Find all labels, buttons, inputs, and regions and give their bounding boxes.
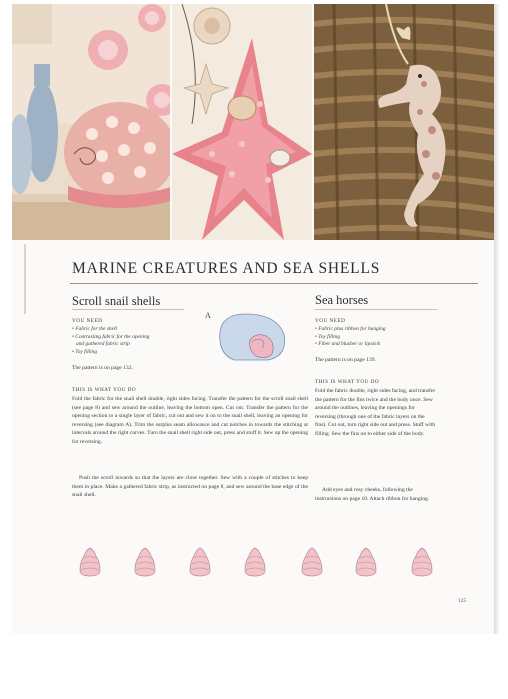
mini-shell-icon xyxy=(294,544,330,580)
seahorse-instructions-para-1: Fold the fabric double, right sides facing, and transfer the pattern for the fins twice and the body once. Sew around the outlines, leaving the openings for reversing (through one of the fabric layers on the fins). Cut out, turn right side out and press. Stuff with filling. Sew the fins on to either side of the body. xyxy=(315,388,436,437)
snail-section-title: Scroll snail shells xyxy=(72,294,161,308)
starfish-illustration xyxy=(172,4,312,240)
title-divider xyxy=(70,283,478,284)
seahorse-title-rule xyxy=(315,309,437,310)
list-item: • Contrasting fabric for the opening xyxy=(72,333,150,340)
snail-shell-photo xyxy=(12,4,170,240)
seahorse-illustration xyxy=(314,4,494,240)
starfish-photo xyxy=(172,4,312,240)
list-item: • Fiber and blusher or lipstick xyxy=(315,341,381,348)
seahorse-pattern-reference: The pattern is on page 139. xyxy=(315,357,376,363)
mini-shell-icon xyxy=(72,544,108,580)
mini-shell-icon xyxy=(404,544,440,580)
snail-materials-list xyxy=(72,326,150,356)
page-title: MARINE CREATURES AND SEA SHELLS xyxy=(72,260,381,277)
seahorse-what-to-do-label: THIS IS WHAT YOU DO xyxy=(315,379,380,385)
seahorse-materials-list xyxy=(315,326,386,349)
seahorse-section-title: Sea horses xyxy=(315,293,369,307)
snail-you-need-label: YOU NEED xyxy=(72,318,103,324)
snail-instructions-para-1: Fold the fabric for the snail shell double, right sides facing. Transfer the pattern for the scroll snail shell (see page 8) and sew around the outline, leaving the bottom open. Cut out. Transfer the pattern for the opening section to a single layer of fabric, cut out and sew it on to the snail shell, leaving an opening for reversing (see diagram A). Trim the surplus seam allowance and cut notches in towards the stitching at intervals around the right curves. Turn the snail shell right side out, press and stuff it. Sew up the opening for reversing. xyxy=(72,396,308,445)
book-page xyxy=(12,4,494,634)
seahorse-you-need-label: YOU NEED xyxy=(315,318,346,324)
snail-pattern-reference: The pattern is on page 132. xyxy=(72,365,133,371)
list-item: • Fabric plus ribbon for hanging xyxy=(315,326,386,332)
diagram-a-snail-shell xyxy=(216,310,288,362)
list-item: • Toy filling xyxy=(72,348,98,355)
snail-shell-illustration xyxy=(12,4,170,240)
snail-what-to-do-label: THIS IS WHAT YOU DO xyxy=(72,387,137,393)
mini-shell-icon xyxy=(127,544,163,580)
decorative-left-rule xyxy=(24,244,26,314)
list-item: • Fabric for the shell xyxy=(72,326,118,332)
seahorse-photo xyxy=(314,4,494,240)
photo-strip xyxy=(12,4,494,240)
list-item: and gathered fabric strip xyxy=(76,341,130,348)
diagram-label: A xyxy=(205,311,211,320)
mini-shell-icon xyxy=(237,544,273,580)
seahorse-instructions-para-2: Add eyes and rosy cheeks, following the instructions on page 10. Attach ribbon for hanging. xyxy=(315,487,430,502)
decorative-shell-row xyxy=(72,544,472,584)
page-edge-shadow xyxy=(494,4,500,634)
snail-instructions-para-2: Push the scroll inwards so that the layers are close together. Sew with a couple of stitches to keep them in place. Make a gathered fabric strip, as instructed on page 8, and sew around the base edge of the snail shell. xyxy=(72,475,308,499)
mini-shell-icon xyxy=(348,544,384,580)
mini-shell-icon xyxy=(182,544,218,580)
list-item: • Toy filling xyxy=(315,333,341,340)
snail-title-rule xyxy=(72,309,184,310)
page-number: 125 xyxy=(458,598,467,604)
